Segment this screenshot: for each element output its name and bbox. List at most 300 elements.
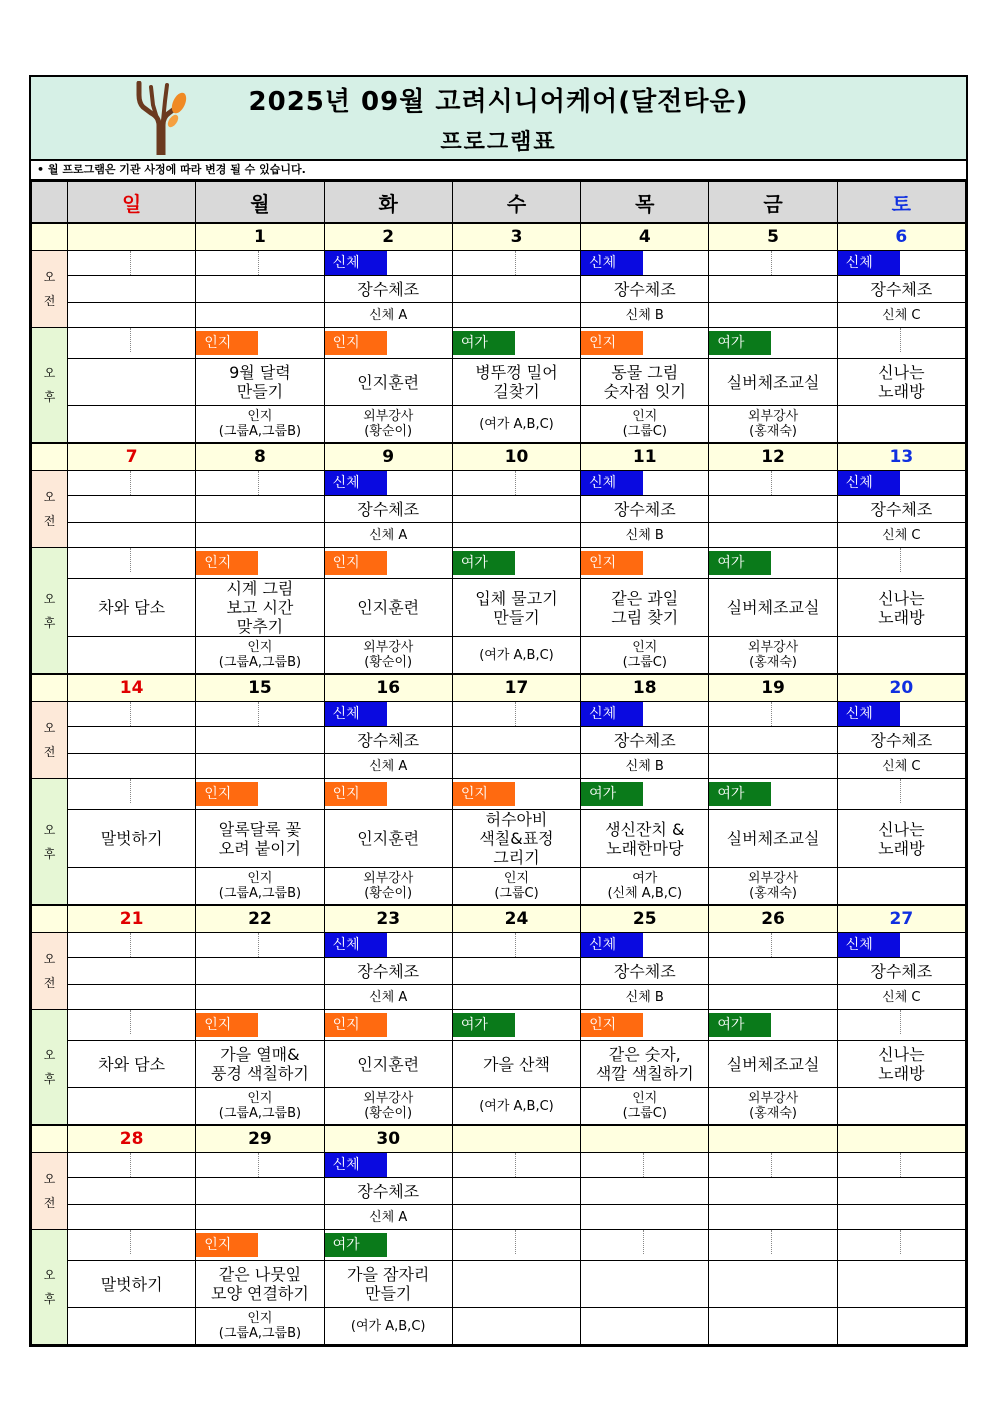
cell-divider [130, 1010, 132, 1034]
category-tag: 인지 [196, 551, 258, 575]
category-tag: 여가 [325, 1233, 387, 1257]
date-cell: 12 [709, 443, 837, 471]
date-cell: 10 [452, 443, 580, 471]
program-detail [837, 868, 965, 906]
program-name: 실버체조교실 [709, 579, 837, 637]
cell-divider [515, 471, 517, 495]
tag-cell [324, 1010, 452, 1041]
tag-cell [324, 251, 452, 276]
cell-divider [771, 933, 773, 957]
pm-row [32, 406, 966, 444]
am-row [32, 523, 966, 548]
program-name: 장수체조 [581, 727, 709, 754]
tag-cell [68, 471, 196, 496]
program-name [709, 1261, 837, 1308]
program-detail: 외부강사 (황순이) [324, 406, 452, 444]
program-name: 생신잔치 & 노래한마당 [581, 810, 709, 868]
program-name [709, 1178, 837, 1205]
am-row [32, 958, 966, 985]
program-detail [68, 868, 196, 906]
date-cell: 13 [837, 443, 965, 471]
program-name: 신나는 노래방 [837, 359, 965, 406]
tag-cell [68, 548, 196, 579]
tag-cell [837, 933, 965, 958]
tag-cell [68, 779, 196, 810]
tag-cell [452, 548, 580, 579]
cell-divider [900, 779, 902, 803]
tag-cell [709, 779, 837, 810]
day-header-row [32, 182, 966, 224]
cell-divider [130, 702, 132, 726]
tag-cell [68, 933, 196, 958]
tag-cell [581, 1010, 709, 1041]
program-detail [68, 1088, 196, 1126]
am-row [32, 727, 966, 754]
program-name: 장수체조 [324, 958, 452, 985]
program-detail: 신체 A [324, 985, 452, 1010]
tag-cell [324, 779, 452, 810]
program-name: 인지훈련 [324, 1041, 452, 1088]
program-detail: 인지 (그룹A,그룹B) [196, 1308, 324, 1345]
program-name: 말벗하기 [68, 1261, 196, 1308]
program-detail [68, 754, 196, 779]
am-row [32, 702, 966, 727]
date-row-corner [32, 223, 68, 251]
program-detail [837, 406, 965, 444]
am-row [32, 303, 966, 328]
date-cell: 5 [709, 223, 837, 251]
cell-divider [515, 1153, 517, 1177]
pm-row [32, 1041, 966, 1088]
category-tag: 인지 [325, 782, 387, 806]
program-name: 허수아비 색칠&표정 그리기 [452, 810, 580, 868]
tag-cell [709, 1230, 837, 1261]
program-name: 같은 과일 그림 찾기 [581, 579, 709, 637]
am-row [32, 251, 966, 276]
program-detail: 외부강사 (홍재숙) [709, 637, 837, 675]
program-name: 인지훈련 [324, 810, 452, 868]
program-detail [196, 754, 324, 779]
program-detail [196, 303, 324, 328]
program-name: 실버체조교실 [709, 359, 837, 406]
category-tag: 신체 [325, 471, 387, 495]
cell-divider [258, 933, 260, 957]
tag-cell [324, 548, 452, 579]
program-detail [709, 303, 837, 328]
category-tag: 여가 [453, 1013, 515, 1037]
program-name [452, 496, 580, 523]
am-row [32, 496, 966, 523]
program-name [196, 958, 324, 985]
program-detail [68, 523, 196, 548]
program-name [709, 496, 837, 523]
cell-divider [130, 548, 132, 572]
tag-cell [196, 702, 324, 727]
tag-cell [196, 1230, 324, 1261]
category-tag: 여가 [709, 551, 771, 575]
cell-divider [900, 1153, 902, 1177]
tag-cell [196, 779, 324, 810]
cell-divider [900, 1010, 902, 1034]
pm-row [32, 328, 966, 359]
tag-cell [709, 328, 837, 359]
program-name [68, 276, 196, 303]
program-name: 차와 담소 [68, 1041, 196, 1088]
cell-divider [130, 1153, 132, 1177]
program-detail: 외부강사 (황순이) [324, 637, 452, 675]
program-name [837, 1261, 965, 1308]
am-label: 오 전 [32, 251, 68, 328]
tag-cell [68, 1230, 196, 1261]
pm-row [32, 779, 966, 810]
program-name [709, 958, 837, 985]
program-name: 같은 나뭇잎 모양 연결하기 [196, 1261, 324, 1308]
tag-cell [709, 548, 837, 579]
program-detail [68, 1205, 196, 1230]
program-name: 장수체조 [324, 727, 452, 754]
program-name [68, 727, 196, 754]
program-detail [452, 523, 580, 548]
program-name: 실버체조교실 [709, 810, 837, 868]
calendar-table [31, 181, 966, 1345]
am-row [32, 1178, 966, 1205]
category-tag: 인지 [325, 331, 387, 355]
tag-cell [709, 1010, 837, 1041]
program-name: 병뚜껑 밀어 길찾기 [452, 359, 580, 406]
program-name: 시계 그림 보고 시간 맞추기 [196, 579, 324, 637]
pm-row [32, 548, 966, 579]
program-detail: 신체 A [324, 1205, 452, 1230]
date-row-corner [32, 674, 68, 702]
tag-cell [452, 1010, 580, 1041]
category-tag: 신체 [581, 702, 643, 726]
program-name: 장수체조 [581, 496, 709, 523]
category-tag: 인지 [581, 331, 643, 355]
cell-divider [643, 1153, 645, 1177]
program-name [68, 1178, 196, 1205]
date-cell: 28 [68, 1125, 196, 1153]
category-tag: 인지 [325, 1013, 387, 1037]
am-row [32, 276, 966, 303]
tag-cell [196, 1153, 324, 1178]
tag-cell [68, 1153, 196, 1178]
category-tag: 신체 [325, 702, 387, 726]
program-detail: 신체 A [324, 303, 452, 328]
program-detail [709, 985, 837, 1010]
tag-cell [709, 933, 837, 958]
cell-divider [258, 1153, 260, 1177]
program-detail: 신체 C [837, 754, 965, 779]
tag-cell [68, 328, 196, 359]
tag-cell [68, 251, 196, 276]
tag-cell [709, 471, 837, 496]
tag-cell [581, 1153, 709, 1178]
category-tag: 여가 [709, 782, 771, 806]
cell-divider [771, 702, 773, 726]
sheet-header [31, 77, 966, 161]
date-cell: 26 [709, 905, 837, 933]
category-tag: 인지 [453, 782, 515, 806]
program-name: 장수체조 [837, 727, 965, 754]
am-label: 오 전 [32, 471, 68, 548]
program-name: 인지훈련 [324, 579, 452, 637]
program-name [196, 727, 324, 754]
day-header-3: 수 [452, 182, 580, 224]
page-title: 2025년 09월 고려시니어케어(달전타운) [248, 87, 749, 117]
tag-cell [837, 1153, 965, 1178]
program-detail [452, 754, 580, 779]
category-tag: 신체 [325, 251, 387, 275]
tag-cell [68, 1010, 196, 1041]
category-tag: 신체 [325, 1153, 387, 1177]
program-detail: 인지 (그룹A,그룹B) [196, 1088, 324, 1126]
category-tag: 신체 [581, 251, 643, 275]
pm-label: 오 후 [32, 779, 68, 906]
program-name [581, 1178, 709, 1205]
program-detail [452, 303, 580, 328]
program-detail [68, 985, 196, 1010]
day-header-2: 화 [324, 182, 452, 224]
tag-cell [196, 933, 324, 958]
program-name: 신나는 노래방 [837, 1041, 965, 1088]
pm-row [32, 637, 966, 675]
pm-row [32, 1010, 966, 1041]
tag-cell [837, 702, 965, 727]
date-cell: 14 [68, 674, 196, 702]
category-tag: 인지 [196, 1013, 258, 1037]
am-label: 오 전 [32, 933, 68, 1010]
tag-cell [324, 933, 452, 958]
cell-divider [258, 471, 260, 495]
program-name [709, 727, 837, 754]
program-name [837, 1178, 965, 1205]
am-label: 오 전 [32, 1153, 68, 1230]
program-name [68, 496, 196, 523]
tag-cell [581, 779, 709, 810]
date-cell: 20 [837, 674, 965, 702]
program-detail: 신체 A [324, 754, 452, 779]
pm-label: 오 후 [32, 548, 68, 675]
tag-cell [324, 1230, 452, 1261]
program-detail: 신체 C [837, 523, 965, 548]
tag-cell [581, 1230, 709, 1261]
program-detail: 인지 (그룹C) [581, 1088, 709, 1126]
program-detail: (여가 A,B,C) [324, 1308, 452, 1345]
day-header-4: 목 [581, 182, 709, 224]
am-row [32, 933, 966, 958]
program-detail: 외부강사 (황순이) [324, 868, 452, 906]
program-name [452, 958, 580, 985]
date-row [32, 674, 966, 702]
cell-divider [771, 251, 773, 275]
pm-row [32, 1308, 966, 1345]
program-detail [196, 1205, 324, 1230]
category-tag: 인지 [196, 782, 258, 806]
tag-cell [709, 1153, 837, 1178]
pm-row [32, 1261, 966, 1308]
date-cell: 7 [68, 443, 196, 471]
tag-cell [196, 251, 324, 276]
date-cell [581, 1125, 709, 1153]
date-row-corner [32, 1125, 68, 1153]
tag-cell [452, 702, 580, 727]
program-name: 입체 물고기 만들기 [452, 579, 580, 637]
program-detail: 외부강사 (홍재숙) [709, 868, 837, 906]
pm-label: 오 후 [32, 1010, 68, 1126]
am-row [32, 1153, 966, 1178]
tag-cell [837, 1230, 965, 1261]
cell-divider [771, 1153, 773, 1177]
date-row [32, 443, 966, 471]
program-detail: 신체 B [581, 303, 709, 328]
program-name [452, 276, 580, 303]
tag-cell [452, 933, 580, 958]
tag-cell [68, 702, 196, 727]
date-row [32, 1125, 966, 1153]
cell-divider [515, 1230, 517, 1254]
program-detail [452, 985, 580, 1010]
program-name: 장수체조 [324, 496, 452, 523]
program-name [68, 958, 196, 985]
cell-divider [130, 779, 132, 803]
tag-cell [837, 251, 965, 276]
program-detail: 인지 (그룹C) [581, 406, 709, 444]
day-header-1: 월 [196, 182, 324, 224]
am-row [32, 1205, 966, 1230]
tag-cell [452, 779, 580, 810]
program-name [709, 276, 837, 303]
tag-cell [196, 471, 324, 496]
category-tag: 신체 [581, 471, 643, 495]
program-name: 인지훈련 [324, 359, 452, 406]
schedule-sheet [29, 75, 968, 1347]
program-detail [709, 1308, 837, 1345]
program-detail: 신체 B [581, 523, 709, 548]
cell-divider [258, 251, 260, 275]
cell-divider [515, 933, 517, 957]
corner-cell [32, 182, 68, 224]
program-detail: 외부강사 (홍재숙) [709, 1088, 837, 1126]
program-name [196, 276, 324, 303]
day-header-6: 토 [837, 182, 965, 224]
program-name: 장수체조 [837, 276, 965, 303]
tag-cell [196, 328, 324, 359]
date-cell: 17 [452, 674, 580, 702]
cell-divider [130, 1230, 132, 1254]
program-detail [837, 637, 965, 675]
program-detail [196, 523, 324, 548]
program-name: 장수체조 [324, 1178, 452, 1205]
program-name: 장수체조 [837, 958, 965, 985]
category-tag: 신체 [838, 933, 900, 957]
program-detail: 신체 A [324, 523, 452, 548]
page-subtitle: 프로그램표 [440, 130, 557, 155]
program-name: 신나는 노래방 [837, 579, 965, 637]
program-detail [68, 637, 196, 675]
program-detail [68, 406, 196, 444]
tag-cell [837, 779, 965, 810]
date-row [32, 905, 966, 933]
program-name: 가을 열매& 풍경 색칠하기 [196, 1041, 324, 1088]
program-detail: (여가 A,B,C) [452, 637, 580, 675]
program-name [452, 727, 580, 754]
program-name: 장수체조 [324, 276, 452, 303]
program-name: 가을 산책 [452, 1041, 580, 1088]
date-row [32, 223, 966, 251]
program-name: 장수체조 [837, 496, 965, 523]
program-detail [581, 1308, 709, 1345]
date-cell: 16 [324, 674, 452, 702]
tag-cell [196, 1010, 324, 1041]
tag-cell [452, 1153, 580, 1178]
program-detail: 여가 (신체 A,B,C) [581, 868, 709, 906]
tag-cell [196, 548, 324, 579]
program-detail [709, 1205, 837, 1230]
program-detail [837, 1205, 965, 1230]
date-cell [452, 1125, 580, 1153]
program-name: 차와 담소 [68, 579, 196, 637]
program-detail [68, 303, 196, 328]
program-name: 가을 잠자리 만들기 [324, 1261, 452, 1308]
program-detail: (여가 A,B,C) [452, 406, 580, 444]
tag-cell [324, 328, 452, 359]
category-tag: 신체 [838, 251, 900, 275]
date-cell: 18 [581, 674, 709, 702]
tag-cell [452, 251, 580, 276]
category-tag: 인지 [581, 1013, 643, 1037]
notice-text: • 월 프로그램은 기관 사정에 따라 변경 될 수 있습니다. [31, 161, 966, 181]
program-name: 신나는 노래방 [837, 810, 965, 868]
am-row [32, 754, 966, 779]
tag-cell [581, 548, 709, 579]
cell-divider [258, 702, 260, 726]
date-cell: 21 [68, 905, 196, 933]
category-tag: 인지 [325, 551, 387, 575]
program-name [581, 1261, 709, 1308]
category-tag: 여가 [709, 1013, 771, 1037]
date-cell: 30 [324, 1125, 452, 1153]
date-cell [68, 223, 196, 251]
cell-divider [771, 1230, 773, 1254]
program-detail [452, 1308, 580, 1345]
date-row-corner [32, 443, 68, 471]
tag-cell [324, 471, 452, 496]
cell-divider [900, 548, 902, 572]
date-cell: 27 [837, 905, 965, 933]
program-name [196, 1178, 324, 1205]
category-tag: 신체 [838, 702, 900, 726]
date-cell: 24 [452, 905, 580, 933]
tag-cell [324, 1153, 452, 1178]
cell-divider [130, 251, 132, 275]
tag-cell [581, 702, 709, 727]
date-cell: 9 [324, 443, 452, 471]
tag-cell [581, 933, 709, 958]
program-detail [68, 1308, 196, 1345]
pm-label: 오 후 [32, 328, 68, 444]
day-header-0: 일 [68, 182, 196, 224]
day-header-5: 금 [709, 182, 837, 224]
tag-cell [452, 328, 580, 359]
program-detail [581, 1205, 709, 1230]
program-name: 9월 달력 만들기 [196, 359, 324, 406]
tag-cell [581, 251, 709, 276]
pm-row [32, 1230, 966, 1261]
category-tag: 인지 [581, 551, 643, 575]
pm-row [32, 1088, 966, 1126]
program-detail: 인지 (그룹A,그룹B) [196, 406, 324, 444]
date-cell: 25 [581, 905, 709, 933]
